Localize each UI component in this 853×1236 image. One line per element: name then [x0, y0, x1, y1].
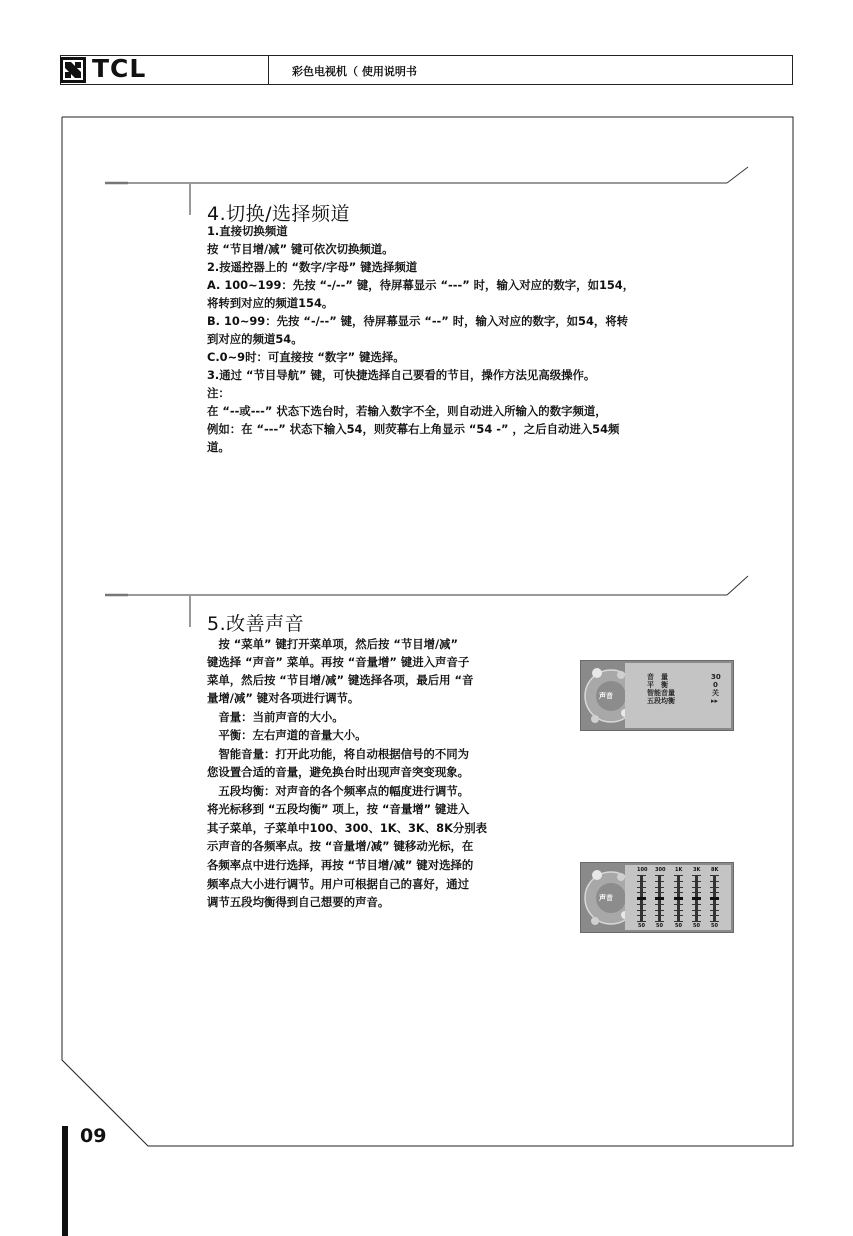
eq-slider-tick: [674, 910, 683, 911]
paragraph-line: C.0~9时：可直接按 “数字” 键选择。: [207, 350, 405, 364]
paragraph-line: 例如：在 “---” 状态下输入54，则荧幕右上角显示 “54 -” ，之后自动进入54频: [207, 422, 620, 436]
paragraph-line: 按 “菜单” 键打开菜单项，然后按 “节目增/减”: [207, 637, 459, 651]
eq-slider-tick: [692, 887, 701, 888]
eq-slider-tick: [692, 915, 701, 916]
eq-slider-tick: [637, 915, 646, 916]
eq-slider-tick: [710, 910, 719, 911]
eq-band-value: 50: [638, 923, 645, 929]
paragraph-line: 3.通过 “节目导航” 键，可快捷选择自己要看的节目，操作方法见高级操作。: [207, 368, 596, 382]
eq-slider-tick: [710, 915, 719, 916]
menu-item-label: 智能音量: [647, 689, 675, 697]
section-title-switch-channel: 4.切换/选择频道: [207, 203, 351, 225]
eq-slider-tick: [692, 910, 701, 911]
eq-slider-tick: [655, 892, 664, 893]
eq-slider-tick: [692, 921, 701, 922]
eq-slider-tick: [637, 887, 646, 888]
paragraph-line: 注：: [207, 386, 230, 400]
paragraph-line: 频率点大小进行调节。用户可根据自己的喜好，通过: [207, 877, 469, 891]
eq-band-label: 100: [637, 867, 648, 873]
eq-band-value: 50: [693, 923, 700, 929]
eq-band-label: 3K: [693, 867, 701, 873]
menu-item-label: 音 量: [647, 673, 668, 681]
eq-slider-tick: [710, 921, 719, 922]
menu-tab-label: 声音: [599, 692, 613, 700]
sound-menu-screenshot: [580, 660, 734, 731]
eq-band-label: 8K: [711, 867, 719, 873]
paragraph-line: 调节五段均衡得到自己想要的声音。: [207, 895, 390, 909]
page-number: 09: [80, 1125, 107, 1147]
paragraph-line: B. 10~99：先按 “-/--” 键，待屏幕显示 “--” 时，输入对应的数字，如54，将转: [207, 314, 629, 328]
eq-slider-knob: [655, 897, 664, 900]
eq-bands: [625, 865, 731, 930]
menu-item-label: 五段均衡: [647, 697, 675, 705]
paragraph-line: 1.直接切换频道: [207, 224, 288, 238]
eq-slider-tick: [637, 881, 646, 882]
paragraph-line: 将光标移到 “五段均衡” 项上，按 “音量增” 键进入: [207, 802, 470, 816]
paragraph-line: 2.按遥控器上的 “数字/字母” 键选择频道: [207, 260, 418, 274]
paragraph-line: 平衡：左右声道的音量大小。: [207, 728, 367, 742]
eq-slider-tick: [637, 892, 646, 893]
paragraph-line: 智能音量：打开此功能，将自动根据信号的不同为: [207, 747, 469, 761]
paragraph-line: 将转到对应的频道154。: [207, 296, 334, 310]
eq-slider-tick: [710, 887, 719, 888]
eq-slider-tick: [674, 921, 683, 922]
equalizer-menu-screenshot: [580, 862, 734, 933]
paragraph-line: 其子菜单，子菜单中100、300、1K、3K、8K分别表: [207, 821, 488, 835]
eq-slider-tick: [637, 910, 646, 911]
eq-slider-tick: [637, 875, 646, 876]
eq-slider-tick: [637, 921, 646, 922]
eq-slider-tick: [710, 881, 719, 882]
paragraph-line: 按 “节目增/减” 键可依次切换频道。: [207, 242, 394, 256]
eq-slider-tick: [674, 915, 683, 916]
page-number-bar: [62, 1126, 68, 1236]
paragraph-line: 在 “--或---” 状态下选台时，若输入数字不全，则自动进入所输入的数字频道，: [207, 404, 607, 418]
eq-slider-tick: [674, 875, 683, 876]
eq-slider-tick: [655, 881, 664, 882]
eq-slider-tick: [637, 904, 646, 905]
eq-band-label: 300: [655, 867, 666, 873]
eq-slider-tick: [692, 904, 701, 905]
eq-slider-knob: [710, 897, 719, 900]
eq-slider-tick: [674, 904, 683, 905]
eq-slider-tick: [710, 875, 719, 876]
paragraph-line: 您设置合适的音量，避免换台时出现声音突变现象。: [207, 765, 469, 779]
paragraph-line: 到对应的频道54。: [207, 332, 303, 346]
paragraph-line: 键选择 “声音” 菜单。再按 “音量增” 键进入声音子: [207, 655, 470, 669]
eq-slider-tick: [655, 887, 664, 888]
eq-slider-tick: [655, 910, 664, 911]
eq-slider-tick: [674, 881, 683, 882]
eq-slider-knob: [674, 897, 683, 900]
eq-band-value: 50: [656, 923, 663, 929]
paragraph-line: 道。: [207, 440, 230, 454]
paragraph-line: A. 100~199：先按 “-/--” 键，待屏幕显示 “---” 时，输入对应的数字，如154，: [207, 278, 635, 292]
eq-slider-tick: [692, 892, 701, 893]
menu-item-value: 0: [713, 681, 718, 689]
eq-band-label: 1K: [675, 867, 683, 873]
eq-band-value: 50: [711, 923, 718, 929]
paragraph-line: 示声音的各频率点。按 “音量增/减” 键移动光标，在: [207, 839, 474, 853]
paragraph-line: 各频率点中进行选择，再按 “节目增/减” 键对选择的: [207, 858, 474, 872]
eq-slider-tick: [674, 887, 683, 888]
eq-slider-tick: [710, 892, 719, 893]
eq-slider-knob: [692, 897, 701, 900]
paragraph-line: 量增/减” 键对各项进行调节。: [207, 691, 360, 705]
menu-item-label: 平 衡: [647, 681, 668, 689]
eq-slider-tick: [655, 875, 664, 876]
eq-slider-tick: [674, 892, 683, 893]
paragraph-line: 菜单，然后按 “节目增/减” 键选择各项，最后用 “音: [207, 673, 474, 687]
eq-slider-tick: [655, 904, 664, 905]
eq-slider-tick: [692, 881, 701, 882]
section-title-improve-sound: 5.改善声音: [207, 613, 305, 635]
paragraph-line: 音量：当前声音的大小。: [207, 710, 344, 724]
paragraph-line: 五段均衡：对声音的各个频率点的幅度进行调节。: [207, 784, 469, 798]
menu-item-value: 30: [711, 673, 721, 681]
manual-title: 彩色电视机（ 使用说明书: [292, 65, 417, 78]
eq-slider-tick: [655, 915, 664, 916]
eq-slider-tick: [710, 904, 719, 905]
eq-slider-tick: [655, 921, 664, 922]
eq-slider-tick: [692, 875, 701, 876]
menu-tab-label: 声音: [599, 894, 613, 902]
eq-band-value: 50: [675, 923, 682, 929]
menu-item-value: 关: [712, 689, 719, 697]
eq-slider-knob: [637, 897, 646, 900]
brand-logo-text: TCL: [92, 54, 147, 83]
menu-item-value: ▸▸: [711, 697, 719, 705]
